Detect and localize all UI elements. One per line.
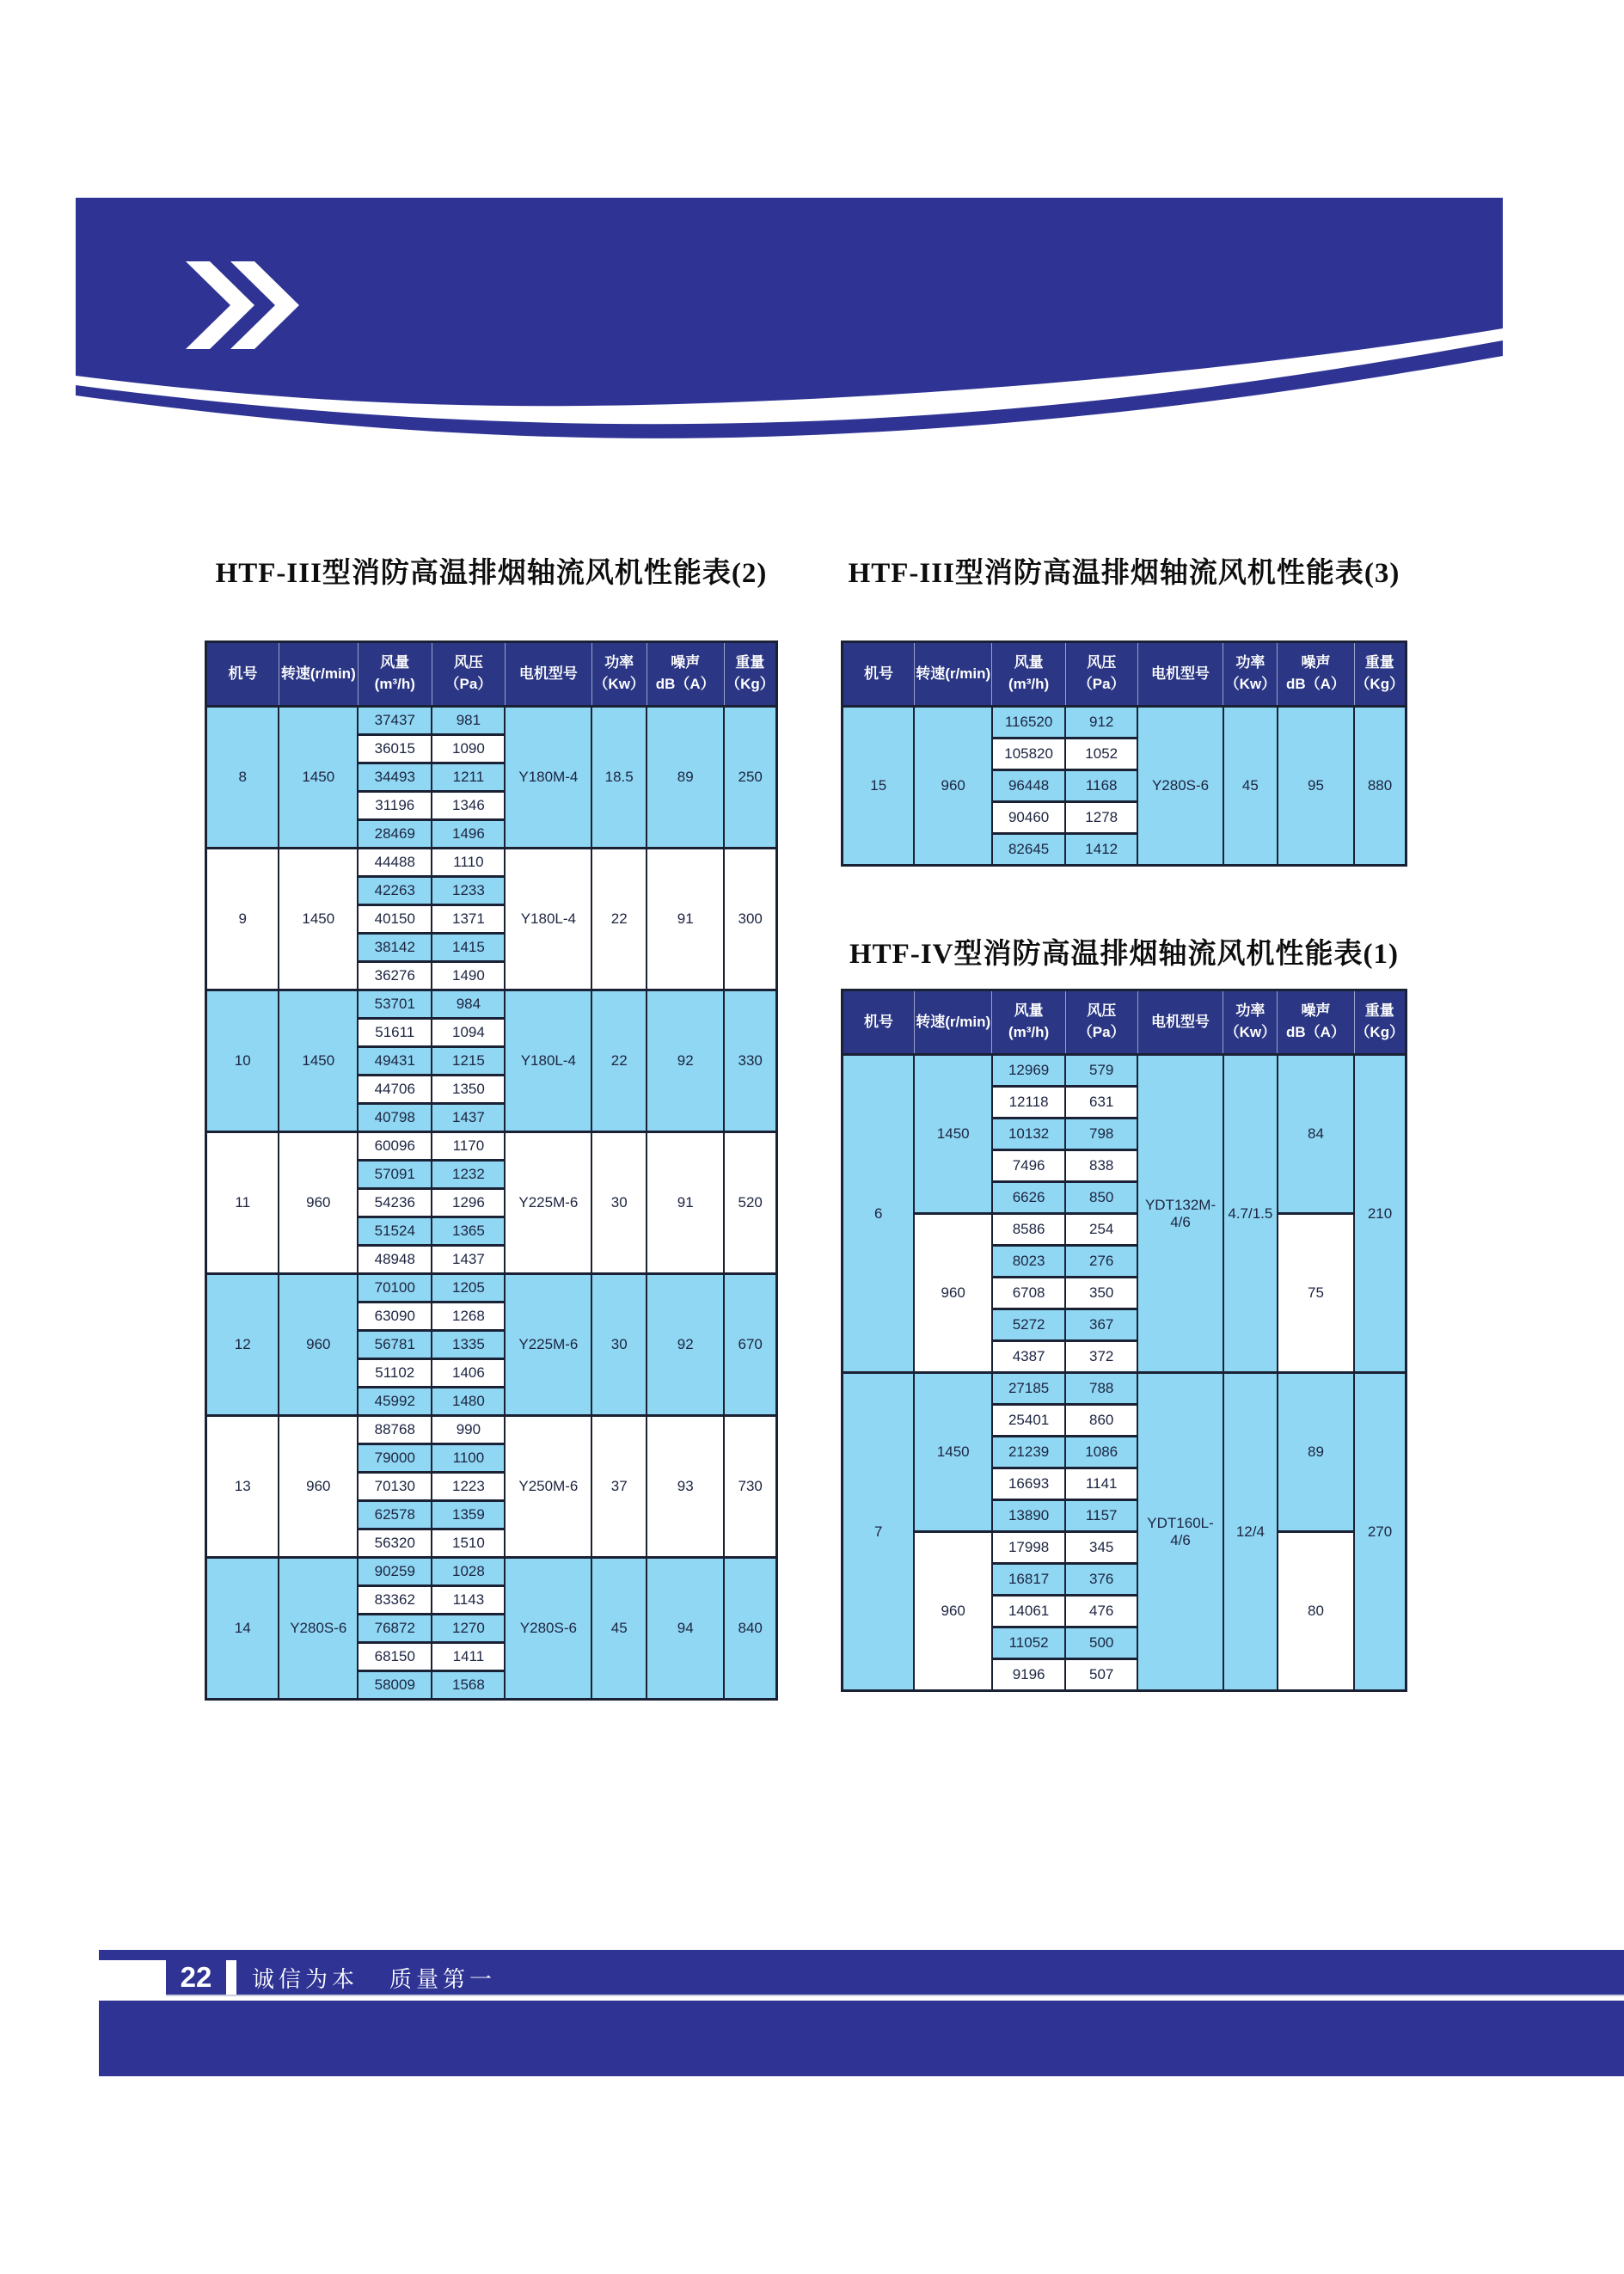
column-header: 机号: [843, 990, 915, 1055]
column-header: 风压 （Pa）: [1065, 642, 1137, 707]
cell-speed: 1450: [279, 707, 358, 849]
cell-power: 45: [1223, 707, 1278, 866]
cell-pressure: 1365: [432, 1217, 505, 1246]
column-header: 风量 (m³/h): [992, 642, 1065, 707]
cell-airflow: 5272: [992, 1309, 1065, 1341]
cell-airflow: 51524: [358, 1217, 432, 1246]
cell-noise: 80: [1278, 1532, 1354, 1691]
column-header: 功率 （Kw）: [1223, 642, 1278, 707]
column-header: 转速(r/min): [279, 642, 358, 707]
footer-slogan: [236, 1962, 496, 1994]
cell-pressure: 1157: [1065, 1500, 1137, 1532]
cell-weight: 880: [1354, 707, 1406, 866]
cell-pressure: 798: [1065, 1119, 1137, 1150]
column-header: 电机型号: [1137, 990, 1223, 1055]
cell-pressure: 1090: [432, 735, 505, 763]
column-header: 重量 （Kg）: [1354, 990, 1406, 1055]
cell-pressure: 1480: [432, 1388, 505, 1416]
cell-airflow: 27185: [992, 1373, 1065, 1405]
column-header: 噪声 dB（A）: [1278, 990, 1354, 1055]
cell-airflow: 37437: [358, 707, 432, 735]
cell-airflow: 76872: [358, 1615, 432, 1643]
cell-speed: 960: [279, 1132, 358, 1274]
cell-pressure: 984: [432, 990, 505, 1019]
cell-speed: 960: [279, 1274, 358, 1416]
column-header: 重量 （Kg）: [1354, 642, 1406, 707]
table-row: [206, 1132, 777, 1161]
cell-speed: 960: [914, 1214, 992, 1373]
cell-pressure: 838: [1065, 1150, 1137, 1182]
cell-pressure: 1268: [432, 1302, 505, 1331]
cell-pressure: 1170: [432, 1132, 505, 1161]
cell-power: 4.7/1.5: [1223, 1055, 1278, 1373]
cell-pressure: 1490: [432, 962, 505, 990]
cell-noise: 89: [647, 707, 724, 849]
cell-pressure: 579: [1065, 1055, 1137, 1087]
cell-airflow: 45992: [358, 1388, 432, 1416]
cell-motor-model: Y180L-4: [505, 990, 591, 1132]
cell-pressure: 345: [1065, 1532, 1137, 1564]
column-header: 电机型号: [1137, 642, 1223, 707]
cell-airflow: 6626: [992, 1182, 1065, 1214]
cell-noise: 75: [1278, 1214, 1354, 1373]
cell-unit-id: 6: [843, 1055, 915, 1373]
column-header: 风压 （Pa）: [432, 642, 505, 707]
footer-band: [166, 1960, 1624, 1996]
cell-pressure: 1510: [432, 1529, 505, 1558]
cell-pressure: 1086: [1065, 1437, 1137, 1468]
cell-airflow: 51102: [358, 1359, 432, 1388]
cell-motor-model: YDT132M-4/6: [1137, 1055, 1223, 1373]
cell-noise: 89: [1278, 1373, 1354, 1532]
cell-airflow: 36015: [358, 735, 432, 763]
table-row: [843, 1532, 1406, 1564]
cell-airflow: 49431: [358, 1047, 432, 1076]
table-row: [843, 1373, 1406, 1405]
cell-pressure: 350: [1065, 1278, 1137, 1309]
column-header: 噪声 dB（A）: [1278, 642, 1354, 707]
cell-pressure: 912: [1065, 707, 1137, 739]
table-row: [206, 849, 777, 877]
cell-pressure: 1496: [432, 820, 505, 849]
cell-power: 12/4: [1223, 1373, 1278, 1691]
table-title: HTF-III型消防高温排烟轴流风机性能表(2): [215, 558, 768, 589]
cell-pressure: 1406: [432, 1359, 505, 1388]
cell-power: 18.5: [591, 707, 647, 849]
cell-airflow: 12969: [992, 1055, 1065, 1087]
column-header: 机号: [843, 642, 915, 707]
cell-motor-model: Y225M-6: [505, 1274, 591, 1416]
cell-airflow: 21239: [992, 1437, 1065, 1468]
cell-pressure: 1296: [432, 1189, 505, 1217]
cell-airflow: 7496: [992, 1150, 1065, 1182]
cell-noise: 92: [647, 990, 724, 1132]
cell-weight: 270: [1354, 1373, 1406, 1691]
cell-power: 22: [591, 849, 647, 990]
cell-pressure: 1052: [1065, 739, 1137, 770]
table-title: HTF-III型消防高温排烟轴流风机性能表(3): [848, 558, 1400, 589]
cell-airflow: 25401: [992, 1405, 1065, 1437]
cell-unit-id: 8: [206, 707, 279, 849]
cell-airflow: 44706: [358, 1076, 432, 1104]
cell-pressure: 1141: [1065, 1468, 1137, 1500]
cell-airflow: 13890: [992, 1500, 1065, 1532]
table-row: [843, 707, 1406, 739]
cell-airflow: 16693: [992, 1468, 1065, 1500]
performance-table-htf3-3: [841, 641, 1407, 867]
cell-airflow: 34493: [358, 763, 432, 792]
performance-table: [841, 989, 1407, 1692]
footer-slogan-left: 诚信为本: [252, 1965, 359, 1992]
cell-airflow: 10132: [992, 1119, 1065, 1150]
cell-airflow: 8023: [992, 1246, 1065, 1278]
footer-divider: [226, 1960, 236, 1995]
cell-airflow: 54236: [358, 1189, 432, 1217]
cell-pressure: 1350: [432, 1076, 505, 1104]
table-row: [206, 1558, 777, 1586]
cell-pressure: 1412: [1065, 834, 1137, 866]
cell-motor-model: Y180M-4: [505, 707, 591, 849]
cell-airflow: 88768: [358, 1416, 432, 1444]
cell-pressure: 1415: [432, 934, 505, 962]
cell-speed: 1450: [279, 990, 358, 1132]
cell-pressure: 367: [1065, 1309, 1137, 1341]
cell-airflow: 56781: [358, 1331, 432, 1359]
cell-airflow: 105820: [992, 739, 1065, 770]
cell-pressure: 1437: [432, 1246, 505, 1274]
performance-table: [205, 641, 778, 1701]
cell-speed: 1450: [914, 1373, 992, 1532]
company-name: 德州春意空调设备有限公司: [445, 479, 971, 527]
cell-pressure: 1335: [432, 1331, 505, 1359]
cell-pressure: 850: [1065, 1182, 1137, 1214]
cell-airflow: 8586: [992, 1214, 1065, 1246]
cell-airflow: 70130: [358, 1473, 432, 1501]
cell-airflow: 83362: [358, 1586, 432, 1615]
cell-pressure: 1028: [432, 1558, 505, 1586]
cell-unit-id: 15: [843, 707, 915, 866]
table-row: [206, 1274, 777, 1302]
cell-pressure: 1232: [432, 1161, 505, 1189]
cell-pressure: 1233: [432, 877, 505, 905]
cell-pressure: 1215: [432, 1047, 505, 1076]
cell-speed: Y280S-6: [279, 1558, 358, 1700]
cell-airflow: 31196: [358, 792, 432, 820]
cell-motor-model: Y280S-6: [1137, 707, 1223, 866]
table-title: HTF-IV型消防高温排烟轴流风机性能表(1): [849, 939, 1399, 970]
cell-noise: 92: [647, 1274, 724, 1416]
column-header: 风压 （Pa）: [1065, 990, 1137, 1055]
cell-pressure: 981: [432, 707, 505, 735]
cell-airflow: 40798: [358, 1104, 432, 1132]
cell-pressure: 1100: [432, 1444, 505, 1473]
table-row: [843, 1214, 1406, 1246]
cell-pressure: 372: [1065, 1341, 1137, 1373]
cell-noise: 93: [647, 1416, 724, 1558]
cell-airflow: 4387: [992, 1341, 1065, 1373]
cell-airflow: 90460: [992, 802, 1065, 834]
cell-airflow: 28469: [358, 820, 432, 849]
table-row: [206, 1416, 777, 1444]
cell-pressure: 1437: [432, 1104, 505, 1132]
cell-airflow: 40150: [358, 905, 432, 934]
cell-airflow: 17998: [992, 1532, 1065, 1564]
cell-weight: 840: [724, 1558, 776, 1700]
cell-unit-id: 7: [843, 1373, 915, 1691]
cell-airflow: 116520: [992, 707, 1065, 739]
cell-noise: 84: [1278, 1055, 1354, 1214]
cell-pressure: 860: [1065, 1405, 1137, 1437]
cell-pressure: 1359: [432, 1501, 505, 1529]
cell-pressure: 254: [1065, 1214, 1137, 1246]
cell-noise: 91: [647, 849, 724, 990]
cell-speed: 1450: [279, 849, 358, 990]
cell-speed: 960: [279, 1416, 358, 1558]
cell-noise: 95: [1278, 707, 1354, 866]
cell-airflow: 38142: [358, 934, 432, 962]
cell-unit-id: 9: [206, 849, 279, 990]
cell-pressure: 1143: [432, 1586, 505, 1615]
cell-airflow: 79000: [358, 1444, 432, 1473]
cell-airflow: 63090: [358, 1302, 432, 1331]
table-row: [206, 990, 777, 1019]
cell-airflow: 9196: [992, 1659, 1065, 1691]
header-banner: [76, 198, 1503, 527]
cell-airflow: 82645: [992, 834, 1065, 866]
cell-airflow: 68150: [358, 1643, 432, 1671]
cell-motor-model: Y225M-6: [505, 1132, 591, 1274]
cell-power: 22: [591, 990, 647, 1132]
cell-pressure: 788: [1065, 1373, 1137, 1405]
cell-airflow: 16817: [992, 1564, 1065, 1596]
cell-power: 37: [591, 1416, 647, 1558]
cell-pressure: 1168: [1065, 770, 1137, 802]
cell-pressure: 1346: [432, 792, 505, 820]
column-header: 功率 （Kw）: [1223, 990, 1278, 1055]
cell-weight: 210: [1354, 1055, 1406, 1373]
cell-airflow: 51611: [358, 1019, 432, 1047]
cell-airflow: 96448: [992, 770, 1065, 802]
cell-airflow: 62578: [358, 1501, 432, 1529]
cell-speed: 960: [914, 707, 992, 866]
cell-airflow: 53701: [358, 990, 432, 1019]
cell-airflow: 57091: [358, 1161, 432, 1189]
column-header: 噪声 dB（A）: [647, 642, 724, 707]
cell-noise: 94: [647, 1558, 724, 1700]
cell-power: 30: [591, 1132, 647, 1274]
cell-airflow: 12118: [992, 1087, 1065, 1119]
cell-power: 45: [591, 1558, 647, 1700]
cell-speed: 1450: [914, 1055, 992, 1214]
performance-table-htf3-2: [205, 641, 778, 1701]
performance-table-htf4-1: [841, 989, 1407, 1692]
cell-weight: 520: [724, 1132, 776, 1274]
column-header: 风量 (m³/h): [358, 642, 432, 707]
cell-motor-model: Y180L-4: [505, 849, 591, 990]
cell-pressure: 1270: [432, 1615, 505, 1643]
banner-wave-graphic: [76, 198, 1503, 443]
page-number: 22: [180, 1961, 212, 1993]
cell-unit-id: 13: [206, 1416, 279, 1558]
cell-airflow: 58009: [358, 1671, 432, 1700]
column-header: 电机型号: [505, 642, 591, 707]
cell-pressure: 1223: [432, 1473, 505, 1501]
cell-airflow: 70100: [358, 1274, 432, 1302]
cell-pressure: 1568: [432, 1671, 505, 1700]
cell-airflow: 44488: [358, 849, 432, 877]
cell-motor-model: Y250M-6: [505, 1416, 591, 1558]
cell-unit-id: 12: [206, 1274, 279, 1416]
column-header: 风量 (m³/h): [992, 990, 1065, 1055]
cell-unit-id: 14: [206, 1558, 279, 1700]
cell-pressure: 1110: [432, 849, 505, 877]
footer-accent-strip: [99, 1950, 1624, 1960]
cell-pressure: 1205: [432, 1274, 505, 1302]
column-header: 重量 （Kg）: [724, 642, 776, 707]
cell-airflow: 6708: [992, 1278, 1065, 1309]
cell-unit-id: 10: [206, 990, 279, 1132]
cell-weight: 250: [724, 707, 776, 849]
cell-airflow: 11052: [992, 1627, 1065, 1659]
cell-pressure: 376: [1065, 1564, 1137, 1596]
column-header: 机号: [206, 642, 279, 707]
cell-speed: 960: [914, 1532, 992, 1691]
cell-weight: 730: [724, 1416, 776, 1558]
cell-pressure: 507: [1065, 1659, 1137, 1691]
cell-airflow: 60096: [358, 1132, 432, 1161]
cell-pressure: 1411: [432, 1643, 505, 1671]
cell-motor-model: Y280S-6: [505, 1558, 591, 1700]
cell-airflow: 90259: [358, 1558, 432, 1586]
cell-pressure: 990: [432, 1416, 505, 1444]
performance-table: [841, 641, 1407, 867]
cell-power: 30: [591, 1274, 647, 1416]
column-header: 转速(r/min): [914, 642, 992, 707]
cell-pressure: 1094: [432, 1019, 505, 1047]
cell-pressure: 500: [1065, 1627, 1137, 1659]
cell-motor-model: YDT160L-4/6: [1137, 1373, 1223, 1691]
column-header: 转速(r/min): [914, 990, 992, 1055]
footer-block: [99, 2001, 1624, 2076]
cell-weight: 300: [724, 849, 776, 990]
cell-weight: 330: [724, 990, 776, 1132]
cell-unit-id: 11: [206, 1132, 279, 1274]
table-row: [206, 707, 777, 735]
cell-airflow: 48948: [358, 1246, 432, 1274]
cell-weight: 670: [724, 1274, 776, 1416]
cell-pressure: 1211: [432, 763, 505, 792]
cell-pressure: 1278: [1065, 802, 1137, 834]
cell-pressure: 276: [1065, 1246, 1137, 1278]
cell-pressure: 476: [1065, 1596, 1137, 1627]
cell-airflow: 36276: [358, 962, 432, 990]
cell-airflow: 56320: [358, 1529, 432, 1558]
column-header: 功率 （Kw）: [591, 642, 647, 707]
cell-noise: 91: [647, 1132, 724, 1274]
footer-slogan-right: 质量第一: [389, 1965, 497, 1992]
cell-pressure: 1371: [432, 905, 505, 934]
cell-airflow: 14061: [992, 1596, 1065, 1627]
cell-pressure: 631: [1065, 1087, 1137, 1119]
cell-airflow: 42263: [358, 877, 432, 905]
table-row: [843, 1055, 1406, 1087]
